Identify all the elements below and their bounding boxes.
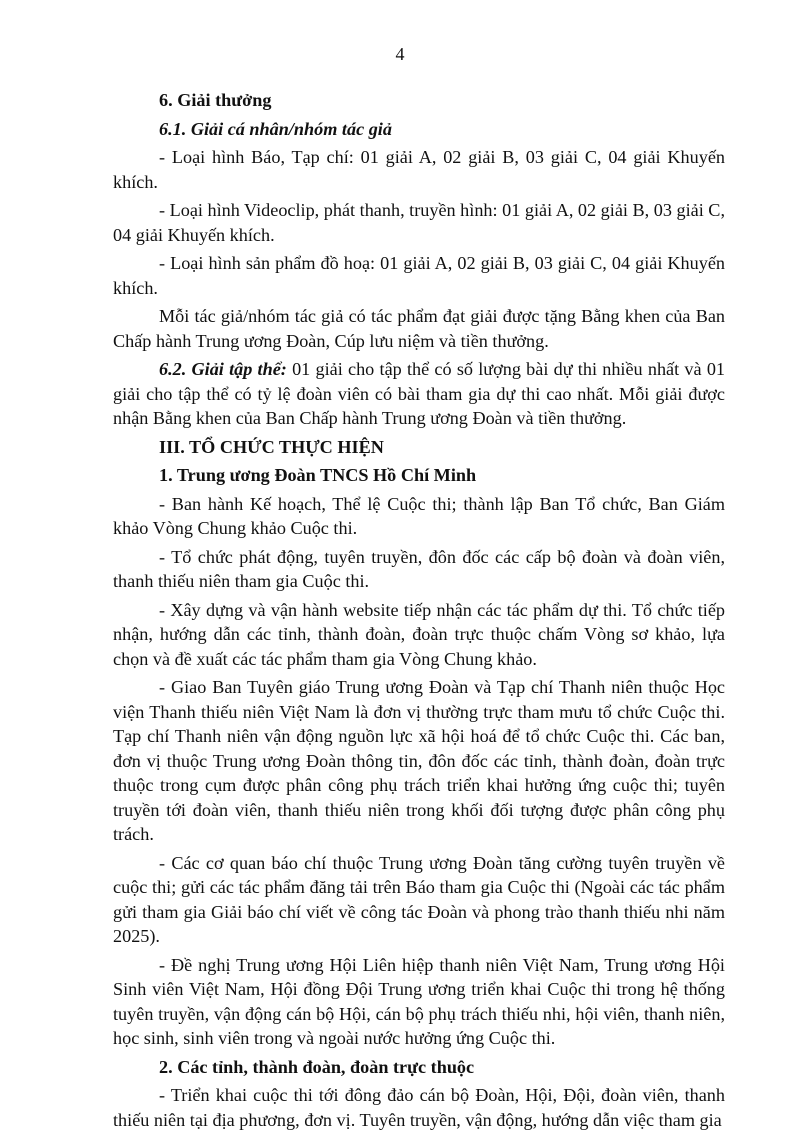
- prize-line-press: - Loại hình Báo, Tạp chí: 01 giải A, 02 giải B, 03 giải C, 04 giải Khuyến khích.: [113, 147, 725, 192]
- section1-paragraph: - Các cơ quan báo chí thuộc Trung ương Đoàn tăng cường tuyên truyền về cuộc thi; gửi các tác phẩm đăng tải trên Báo tham gia Cuộc thi (Ngoài các tác phẩm gửi tham gia Giải báo chí viết về công tác Đoàn và phong trào thanh thiếu nhi năm 2025).: [113, 852, 725, 946]
- heading-III-2-provinces: 2. Các tỉnh, thành đoàn, đoàn trực thuộc: [159, 1056, 475, 1077]
- prize-line-video: - Loại hình Videoclip, phát thanh, truyền hình: 01 giải A, 02 giải B, 03 giải C, 04 giải Khuyến khích.: [113, 200, 725, 245]
- prize-line-graphics: - Loại hình sản phẩm đồ hoạ: 01 giải A, 02 giải B, 03 giải C, 04 giải Khuyến khích.: [113, 253, 725, 298]
- heading-III-1-central: 1. Trung ương Đoàn TNCS Hồ Chí Minh: [159, 465, 477, 485]
- heading-III-implementation: III. TỔ CHỨC THỰC HIỆN: [159, 436, 384, 457]
- section1-paragraph: - Giao Ban Tuyên giáo Trung ương Đoàn và Tạp chí Thanh niên thuộc Học viện Thanh thiếu niên Việt Nam là đơn vị thường trực tham mưu tổ chức Cuộc thi. Tạp chí Thanh niên vận động nguồn lực xã hội hoá để tổ chức Cuộc thi. Các ban, đơn vị thuộc Trung ương Đoàn thông tin, đôn đốc các tỉnh, thành đoàn, đoàn trực thuộc trong cụm được phân công phụ trách triển khai hưởng ứng cuộc thi; tuyên truyền tới đoàn viên, thanh thiếu niên trong khối đối tượng được phân công phụ trách.: [113, 677, 725, 844]
- page-number: 4: [395, 44, 405, 64]
- paragraph-6-2-collective: [113, 357, 725, 431]
- heading-6-awards: 6. Giải thưởng: [159, 90, 272, 110]
- section2-paragraph: - Triển khai cuộc thi tới đông đảo cán bộ Đoàn, Hội, Đội, đoàn viên, thanh thiếu niên tại địa phương, đơn vị. Tuyên truyền, vận động, hướng dẫn việc tham gia: [113, 1085, 725, 1130]
- heading-6-2-label: 6.2. Giải tập thể:: [159, 359, 287, 379]
- section1-paragraph: - Xây dựng và vận hành website tiếp nhận các tác phẩm dự thi. Tổ chức tiếp nhận, hướng dẫn các tỉnh, thành đoàn, đoàn trực thuộc chấm Vòng sơ khảo, lựa chọn và đề xuất các tác phẩm tham gia Vòng Chung khảo.: [113, 599, 725, 669]
- page-content: [113, 88, 725, 1132]
- heading-6-1-individual: 6.1. Giải cá nhân/nhóm tác giả: [159, 118, 392, 139]
- section1-paragraph: - Ban hành Kế hoạch, Thể lệ Cuộc thi; thành lập Ban Tổ chức, Ban Giám khảo Vòng Chung khảo Cuộc thi.: [113, 493, 725, 538]
- heading-6-2-text: 01 giải cho tập thể có số lượng bài dự thi nhiều nhất và 01 giải cho tập thể có tỷ lệ đoàn viên có bài tham gia dự thi cao nhất. Mỗi giải được nhận Bằng khen của Ban Chấp hành Trung ương Đoàn và tiền thưởng.: [113, 359, 726, 428]
- section1-paragraph: - Đề nghị Trung ương Hội Liên hiệp thanh niên Việt Nam, Trung ương Hội Sinh viên Việt Nam, Hội đồng Đội Trung ương triển khai Cuộc thi trong hệ thống tuyên truyền, vận động cán bộ Hội, cán bộ phụ trách thiếu nhi, hội viên, thanh niên, học sinh, sinh viên trong và ngoài nước hưởng ứng Cuộc thi.: [113, 954, 725, 1048]
- prize-line-award-note: Mỗi tác giả/nhóm tác giả có tác phẩm đạt giải được tặng Bằng khen của Ban Chấp hành Trung ương Đoàn, Cúp lưu niệm và tiền thưởng.: [113, 306, 725, 351]
- section1-paragraph: - Tổ chức phát động, tuyên truyền, đôn đốc các cấp bộ đoàn và đoàn viên, thanh thiếu niên tham gia Cuộc thi.: [113, 546, 725, 591]
